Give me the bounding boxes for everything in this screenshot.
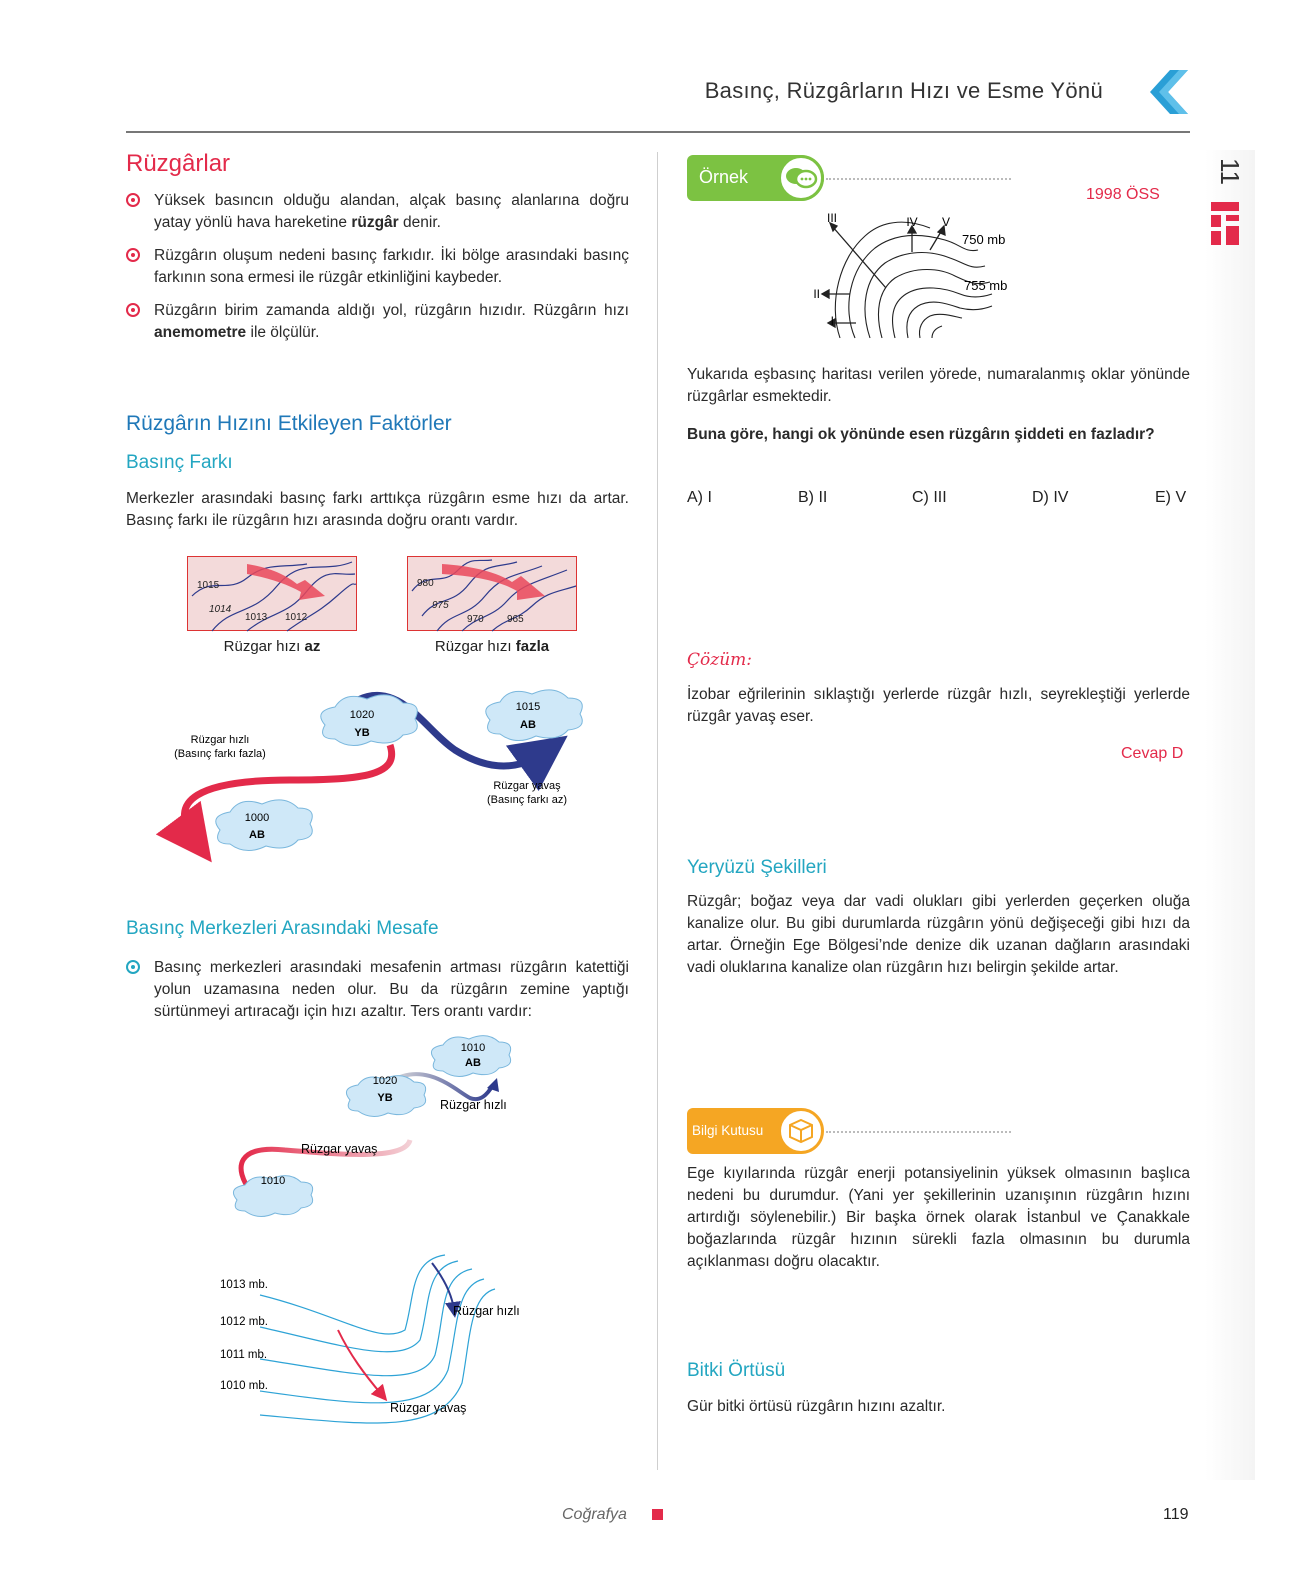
slow-label: Rüzgar yavaş <box>301 1142 378 1156</box>
fast-label: Rüzgar hızlı <box>453 1304 520 1318</box>
solution-text: İzobar eğrilerinin sıklaştığı yerlerde rüzgâr hızlı, seyrekleştiği yerlerde rüzgâr yavaş eser. <box>687 686 1190 725</box>
low-value: 1010 <box>260 1175 286 1187</box>
speech-bubbles-icon <box>784 164 818 192</box>
pressure-diff-text: Merkezler arasındaki basınç farkı arttıkça rüzgârın esme hızı da artar. Basınç farkı ile rüzgârın hızı arasında doğru orantı vardır. <box>126 490 629 529</box>
vegetation-heading: Bitki Örtüsü <box>687 1360 786 1381</box>
isobar-label: 1013 <box>245 612 268 623</box>
solution-label: Çözüm: <box>687 650 752 670</box>
fast-label: Rüzgar hızlı <box>190 734 250 746</box>
ab-label: AB <box>520 719 536 731</box>
publisher-logo-icon <box>1208 200 1242 248</box>
factors-heading: Rüzgârın Hızını Etkileyen Faktörler <box>126 412 452 435</box>
option-e[interactable]: E) V <box>1155 489 1187 506</box>
arrow-label-i: I <box>830 314 834 328</box>
bullet-item: Rüzgârın birim zamanda aldığı yol, rüzgârın hızıdır. Rüzgârın hızı anemometre ile ölçülür. <box>126 300 629 344</box>
option-a[interactable]: A) I <box>687 489 712 506</box>
fast-label: Rüzgar hızlı <box>440 1098 507 1112</box>
map-caption-fast: Rüzgar hızı fazla <box>434 638 550 655</box>
isobar-label: 1012 mb. <box>220 1316 268 1328</box>
slow-label: Rüzgar yavaş <box>493 780 561 792</box>
question-text: Yukarıda eşbasınç haritası verilen yörede, numaralanmış oklar yönünde rüzgârlar esmektedir. <box>687 366 1190 405</box>
side-band <box>1205 150 1255 1480</box>
distance-diagram <box>225 1040 535 1240</box>
pressure-label: 755 mb <box>964 278 1008 293</box>
bullet-item: Yüksek basıncın olduğu alandan, alçak basınç alanlarına doğru yatay yönlü hava hareketine rüzgâr denir. <box>126 190 629 234</box>
question-prompt: Buna göre, hangi ok yönünde esen rüzgârın şiddeti en fazladır? <box>687 426 1155 443</box>
column-divider <box>657 152 658 1470</box>
pressure-diff-diagram <box>160 690 600 870</box>
pressure-diff-heading: Basınç Farkı <box>126 452 233 473</box>
isobar-label: 1014 <box>209 604 232 615</box>
info-label: Bilgi Kutusu <box>692 1123 764 1138</box>
isobar-label: 1013 mb. <box>220 1279 268 1291</box>
isobar-label: 965 <box>507 614 524 625</box>
info-text: Ege kıyılarında rüzgâr enerji potansiyelinin yüksek olmasının başlıca nedeni bu durumdur. (Yani yer şekillerinin uzanışının rüzgârın hızını artırdığı söylenebilir.) Bir başka örnek olarak İstanbul ve Çanakkale boğazlarında rüzgâr hızının sürekli fazla olmasının bu durumla açıklanması doğru olacaktır. <box>687 1165 1190 1270</box>
ab-label: AB <box>249 829 265 841</box>
page-number: 119 <box>1163 1506 1189 1523</box>
dotted-line <box>826 178 1011 180</box>
landforms-heading: Yeryüzü Şekilleri <box>687 857 827 878</box>
chevron-left-icon <box>1148 68 1192 116</box>
answer-label: Cevap D <box>1121 745 1184 762</box>
map-caption-slow: Rüzgar hızı az <box>223 638 321 655</box>
dotted-line <box>826 1131 1011 1133</box>
box-icon <box>787 1117 815 1145</box>
isobar-map <box>813 208 1050 343</box>
slow-label-note: (Basınç farkı az) <box>486 794 568 806</box>
isobar-label: 975 <box>432 600 449 611</box>
isobar-label: 980 <box>417 578 434 589</box>
class-number: 11 <box>1215 158 1245 185</box>
bullet-item: Rüzgârın oluşum nedeni basınç farkıdır. İki bölge arasındaki basınç farkının sona ermesi ile rüzgâr etkinliğini kaybeder. <box>126 245 629 289</box>
isobar-label: 1012 <box>285 612 308 623</box>
isobar-label: 970 <box>467 614 484 625</box>
bullet-icon <box>126 303 140 317</box>
ab-label: AB <box>465 1057 481 1069</box>
option-b[interactable]: B) II <box>798 489 828 506</box>
yb-value: 1020 <box>349 709 375 721</box>
header-rule <box>126 131 1190 133</box>
yb-value: 1020 <box>372 1075 398 1087</box>
footer-subject: Coğrafya <box>562 1506 627 1523</box>
bullet-icon <box>126 193 140 207</box>
valley-isobar-diagram <box>220 1255 550 1455</box>
isobar-label: 1010 mb. <box>220 1380 268 1392</box>
arrow-label-ii: II <box>813 287 820 301</box>
ab-value: 1015 <box>515 701 541 713</box>
arrow-label-v: V <box>941 215 951 229</box>
question-source: 1998 ÖSS <box>1086 186 1160 203</box>
bullet-item: Basınç merkezleri arasındaki mesafenin artması rüzgârın katettiği yolun uzamasına neden olur. Bu da rüzgârın zemine yaptığı sürtünmeyi artıracağı için hızı azaltır. Ters orantı vardır: <box>126 957 629 1023</box>
option-c[interactable]: C) III <box>912 489 947 506</box>
ab-value: 1000 <box>244 812 270 824</box>
ab-value: 1010 <box>460 1042 486 1054</box>
footer-square <box>652 1509 663 1520</box>
slow-label: Rüzgar yavaş <box>390 1401 467 1415</box>
yb-label: YB <box>377 1092 393 1104</box>
arrow-label-iv: IV <box>906 215 918 229</box>
bullet-icon <box>126 248 140 262</box>
yb-label: YB <box>354 727 370 739</box>
isobar-label: 1011 mb. <box>220 1349 268 1361</box>
fast-label-note: (Basınç farkı fazla) <box>174 748 266 760</box>
arrow-label-iii: III <box>826 211 838 225</box>
option-d[interactable]: D) IV <box>1032 489 1069 506</box>
pressure-label: 750 mb <box>962 232 1006 247</box>
isobar-label: 1015 <box>197 580 220 591</box>
landforms-text: Rüzgâr; boğaz veya dar vadi olukları gibi yerlerden geçerken oluğa kanalize olur. Bu gibi durumlarda rüzgârın yönü değişeceği gibi hızı da artar. Örneğin Ege Bölgesi’nde denize dik uzanan dağların arasındaki vadi oluklarına kanalize olan rüzgârın hızı belirgin şekilde artar. <box>687 893 1190 976</box>
distance-heading: Basınç Merkezleri Arasındaki Mesafe <box>126 918 439 939</box>
page-header-title: Basınç, Rüzgârların Hızı ve Esme Yönü <box>704 78 1103 103</box>
example-label: Örnek <box>699 167 749 187</box>
bullet-icon <box>126 960 140 974</box>
section-title: Rüzgârlar <box>126 150 231 177</box>
isobar-map-slow <box>187 556 357 632</box>
isobar-map-fast <box>407 556 577 632</box>
vegetation-text: Gür bitki örtüsü rüzgârın hızını azaltır. <box>687 1398 946 1415</box>
